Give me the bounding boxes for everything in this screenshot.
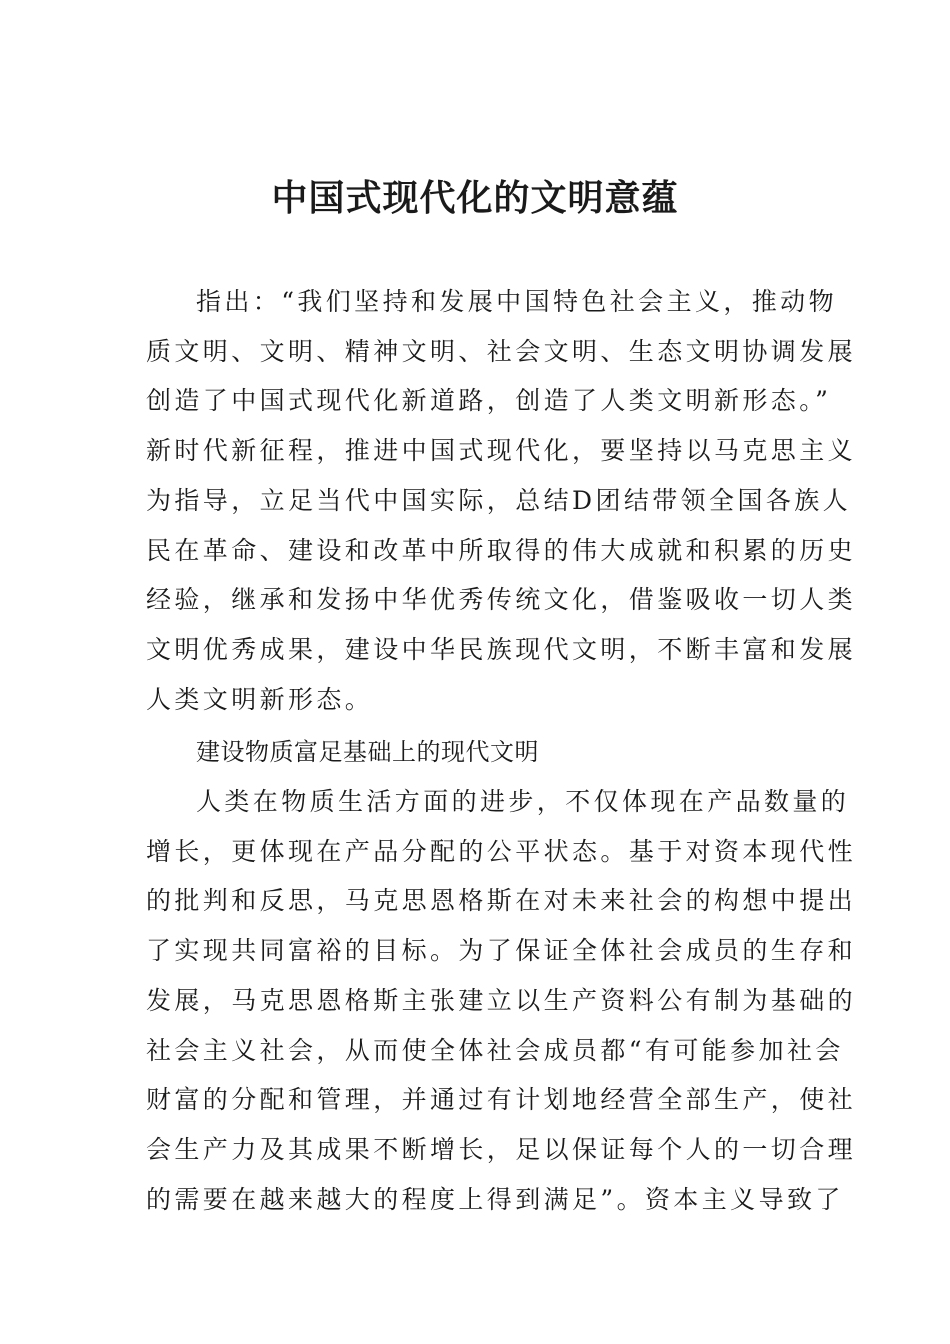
paragraph-line: 会生产力及其成果不断增长，足以保证每个人的一切合理 [146,1134,857,1164]
paragraph-line: 文明优秀成果，建设中华民族现代文明，不断丰富和发展 [146,634,857,664]
paragraph-line: 创造了中国式现代化新道路，创造了人类文明新形态。” [146,386,832,416]
document-title: 中国式现代化的文明意蕴 [271,177,679,219]
paragraph-line: 增长，更体现在产品分配的公平状态。基于对资本现代性 [146,836,857,866]
paragraph-2 [146,777,857,1224]
paragraph-line: 民在革命、建设和改革中所取得的伟大成就和积累的历史 [146,535,857,565]
paragraph-line: 社会主义社会，从而使全体社会成员都“有可能参加社会 [146,1035,844,1065]
paragraph-line: 指出：“我们坚持和发展中国特色社会主义，推动物 [196,287,837,316]
paragraph-line: 的批判和反思，马克思恩格斯在对未来社会的构想中提出 [146,886,857,916]
paragraph-line: 质文明、文明、精神文明、社会文明、生态文明协调发展 [146,336,857,366]
paragraph-line: 为指导，立足当代中国实际，总结D团结带领全国各族人 [146,485,852,515]
section-heading: 建设物质富足基础上的现代文明 [196,738,539,766]
paragraph-1 [146,277,857,724]
paragraph-line: 发展，马克思恩格斯主张建立以生产资料公有制为基础的 [146,985,857,1015]
paragraph-line: 的需要在越来越大的程度上得到满足”。资本主义导致了 [146,1184,844,1214]
paragraph-line: 人类文明新形态。 [146,684,374,714]
paragraph-line: 人类在物质生活方面的进步，不仅体现在产品数量的 [196,787,850,816]
paragraph-line: 了实现共同富裕的目标。为了保证全体社会成员的生存和 [146,936,857,966]
paragraph-line: 新时代新征程，推进中国式现代化，要坚持以马克思主义 [146,436,857,466]
paragraph-line: 财富的分配和管理，并通过有计划地经营全部生产，使社 [146,1085,857,1115]
paragraph-line: 经验，继承和发扬中华优秀传统文化，借鉴吸收一切人类 [146,585,857,615]
